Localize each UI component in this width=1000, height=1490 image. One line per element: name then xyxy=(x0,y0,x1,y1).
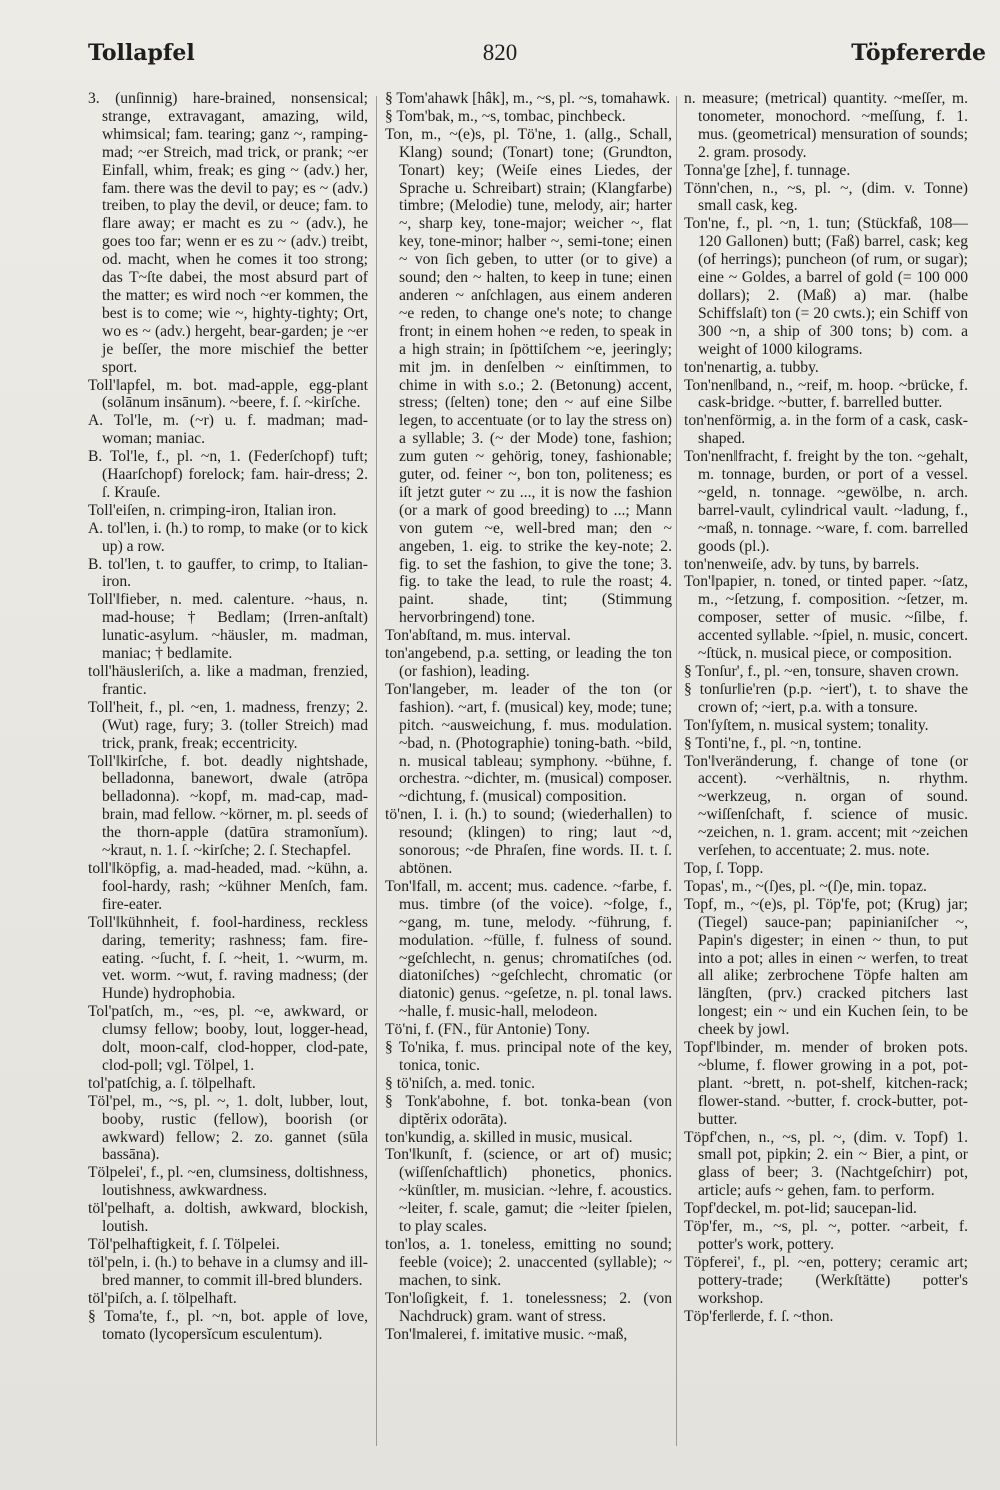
dictionary-entry: Toll'‖kirſche, f. bot. deadly nightshade, belladonna, banewort, dwale (atrōpa belladonna). ~kopf, m. mad-cap, mad-brain, mad fellow. ~körner, m. pl. seeds of the thorn-apple (datūra stramonĭum). ~kraut, n. 1. ſ. ~kirſche; 2. ſ. Stechapfel. xyxy=(88,752,368,860)
dictionary-entry: Ton'ſyſtem, n. musical system; tonality. xyxy=(684,716,929,734)
dictionary-entry: § Tonſur', f., pl. ~en, tonsure, shaven crown. xyxy=(684,663,959,680)
dictionary-entry: Ton'nen‖fracht, f. freight by the ton. ~gehalt, m. tonnage, burden, or port of a vessel. ~geld, n. tonnage. ~gewölbe, n. arch. barrel-vault, cylindrical vault. ~ladung, f., ~maß, n. tonnage. ~ware, f. com. barrelled goods (pl.). xyxy=(684,448,968,555)
dictionary-entry: Ton'‖kunſt, f. (science, or art of) music; (wiſſenſchaftlich) phonetics, phonics. ~künſtler, m. musician. ~lehre, f. acoustics. ~leiter, f. scale, gamut; die ~leiter ſpielen, to play scales. xyxy=(385,1146,672,1236)
dictionary-entry: Topf'deckel, m. pot-lid; saucepan-lid. xyxy=(684,1200,917,1218)
dictionary-entry: § Tom'ahawk [hâk], m., ~s, pl. ~s, tomahawk. xyxy=(385,90,671,107)
dictionary-entry: Ton'‖fall, m. accent; mus. cadence. ~farbe, f. mus. timbre (of the voice). ~folge, f., ~gang, m. tune, melody. ~führung, f. modulation. ~fülle, f. fulness of sound. ~geſchlecht, n. genus; chromatiſches (od. diatoniſches) ~geſchlecht, chromatic (or diatonic) genus. ~geſetze, n. pl. tonal laws. ~halle, f. music-hall, melodeon. xyxy=(385,877,672,1021)
dictionary-entry: Tol'patſch, m., ~es, pl. ~e, awkward, or clumsy fellow; booby, lout, logger-head, dolt, moon-calf, clod-hopper, clod-pate, clod-poll; vgl. Tölpel, 1. xyxy=(88,1003,368,1074)
dictionary-entry: ton'nenförmig, a. in the form of a cask, cask-shaped. xyxy=(684,412,968,448)
dictionary-entry: Toll'eiſen, n. crimping-iron, Italian iron. xyxy=(88,501,337,519)
column-left xyxy=(88,90,368,1480)
dictionary-entry: Topf'‖binder, m. mender of broken pots. ~blume, f. flower growing in a pot, pot-plant. ~brett, n. pot-shelf, kitchen-rack; flower-stand. ~butter, f. crock-butter, pot-butter. xyxy=(684,1039,968,1128)
dictionary-entry: Toll'‖apfel, m. bot. mad-apple, egg-plant (solānum insānum). ~beere, f. ſ. ~kirſche. xyxy=(88,376,368,412)
dictionary-entry: Töp'fer, m., ~s, pl. ~, potter. ~arbeit, f. potter's work, pottery. xyxy=(684,1218,968,1253)
dictionary-entry: Ton'‖papier, n. toned, or tinted paper. ~ſatz, m., ~ſetzung, f. composition. ~ſetzer, m. composer, setter of music. ~ſilbe, f. accented syllable. ~ſpiel, n. music, concert. ~ſtück, n. musical piece, or composition. xyxy=(684,573,968,663)
dictionary-entry: Tölpelei', f., pl. ~en, clumsiness, doltishness, loutishness, awkwardness. xyxy=(88,1164,368,1200)
column-divider xyxy=(376,96,377,1446)
dictionary-entry: n. measure; (metrical) quantity. ~meſſer, m. tonometer, monochord. ~meſſung, f. 1. mus. (geometrical) mensuration of sounds; 2. gram. prosody. xyxy=(684,90,968,161)
dictionary-entry: Töpf'chen, n., ~s, pl. ~, (dim. v. Topf) 1. small pot, pipkin; 2. ein ~ Bier, a pint, or glass of beer; 3. (Nachtgeſchirr) pot, article; aufs ~ gehen, fam. to perform. xyxy=(684,1128,968,1200)
dictionary-entry: Tönn'chen, n., ~s, pl. ~, (dim. v. Tonne) small cask, keg. xyxy=(684,179,968,215)
column-right xyxy=(684,90,968,1480)
dictionary-entry: Topas', m., ~(ſ)es, pl. ~(ſ)e, min. topaz. xyxy=(684,877,927,895)
dictionary-entry: Töl'pel, m., ~s, pl. ~, 1. dolt, lubber, lout, booby, rustic (fellow), boorish (or awkward) fellow; 2. zo. gannet (sūla bassāna). xyxy=(88,1092,368,1164)
dictionary-entry: B. tol'len, t. to gauffer, to crimp, to Italian-iron. xyxy=(88,555,368,591)
dictionary-entry: Töp'fer‖erde, f. ſ. ~thon. xyxy=(684,1307,834,1325)
left-running-head: Tollapfel xyxy=(88,40,195,66)
dictionary-entry: ton'nenweiſe, adv. by tuns, by barrels. xyxy=(684,555,920,573)
dictionary-entry: B. Tol'le, f., pl. ~n, 1. (Federſchopf) tuft; (Haarſchopf) forelock; fam. hair-dress; 2. ſ. Krauſe. xyxy=(88,448,368,501)
dictionary-entry: töl'pelhaft, a. doltish, awkward, blockish, loutish. xyxy=(88,1200,368,1236)
dictionary-entry: töl'peln, i. (h.) to behave in a clumsy and ill-bred manner, to commit ill-bred blunders. xyxy=(88,1253,368,1289)
dictionary-entry: Tonna'ge [zhe], f. tunnage. xyxy=(684,161,851,179)
dictionary-entry: Tö'ni, f. (FN., für Antonie) Tony. xyxy=(385,1021,590,1039)
dictionary-entry: Töpferei', f., pl. ~en, pottery; ceramic art; pottery-trade; (Werkſtätte) potter's workshop. xyxy=(684,1253,968,1307)
dictionary-entry: § Tonti'ne, f., pl. ~n, tontine. xyxy=(684,734,862,752)
dictionary-entry: § Toma'te, f., pl. ~n, bot. apple of love, tomato (lycopersĭcum esculentum). xyxy=(88,1307,368,1343)
dictionary-entry: § Tonk'abohne, f. bot. tonka-bean (von diptĕrix odorāta). xyxy=(385,1092,672,1128)
dictionary-entry: töl'piſch, a. ſ. tölpelhaft. xyxy=(88,1289,237,1307)
dictionary-entry: Ton, m., ~(e)s, pl. Tö'ne, 1. (allg., Schall, Klang) sound; (Tonart) tone; (Grundton, Tonart) key; (Weiſe eines Liedes, der Sprache u. Schreibart) strain; (Klangfarbe) timbre; (Melodie) tune, melody, air; harter ~, sharp key, tone-major; weicher ~, flat key, tone-minor; halber ~, semi-tone; einen ~ von ſich geben, to utter (or to give) a sound; den ~ halten, to keep in tune; einen anderen ~ anſchlagen, aus einem anderen ~e reden, to change one's note; to change front; in einem hohen ~e reden, to speak in a high strain; in ſpöttiſchem ~e, jeeringly; mit jm. in denſelben ~ einſtimmen, to chime in with s.o.; 2. (Betonung) accent, stress; (ſelten) tone; den ~ auf eine Silbe legen, to accentuate (or to lay the stress on) a syllable; 3. (~ der Mode) tone, fashion; zum guten ~ gehörig, toney, fashionable; guter, od. feiner ~, bon ton, politeness; es iſt jetzt guter ~ zu ..., it is now the fashion (or a mark of good breeding) to ...; Mann von gutem ~e, well-bred man; den ~ angeben, 1. eig. to strike the key-note; 2. fig. to set the fashion, to give the tone; 3. fig. to take the lead, to rule the roast; 4. paint. shade, tint; (Stimmung hervorbringend) tone. xyxy=(385,125,672,627)
dictionary-entry: § tonſur‖ie'ren (p.p. ~iert'), t. to shave the crown of; ~iert, p.a. with a tonsure. xyxy=(684,680,968,716)
dictionary-entry: Toll'heit, f., pl. ~en, 1. madness, frenzy; 2. (Wut) rage, fury; 3. (toller Streich) mad trick, prank, freak; eccentricity. xyxy=(88,698,368,752)
dictionary-entry: Toll'‖fieber, n. med. calenture. ~haus, n. mad-house; † Bedlam; (Irren-anſtalt) lunatic-asylum. ~häusler, m. madman, maniac; † bedlamite. xyxy=(88,591,368,663)
dictionary-entry: A. tol'len, i. (h.) to romp, to make (or to kick up) a row. xyxy=(88,519,368,555)
dictionary-entry: Ton'ne, f., pl. ~n, 1. tun; (Stückfaß, 108—120 Gallonen) butt; (Faß) barrel, cask; keg (of herrings); puncheon (of rum, or sugar); eine ~ Goldes, a barrel of gold (= 100 000 dollars); 2. (Maß) a) mar. (halbe Schiffslaſt) ton (= 20 cwts.); ein Schiff von 300 ~n, a ship of 300 tons; b) com. a weight of 1000 kilograms. xyxy=(684,215,968,358)
dictionary-entry: Ton'loſigkeit, f. 1. tonelessness; 2. (von Nachdruck) gram. want of stress. xyxy=(385,1289,672,1325)
dictionary-entry: A. Tol'le, m. (~r) u. f. madman; mad-woman; maniac. xyxy=(88,412,368,448)
dictionary-entry: Top, ſ. Topp. xyxy=(684,859,764,877)
dictionary-entry: Ton'‖veränderung, f. change of tone (or accent). ~verhältnis, n. rhythm. ~werkzeug, n. organ of sound. ~wiſſenſchaft, f. science of music. ~zeichen, n. 1. gram. accent; mit ~zeichen verſehen, to accentuate; 2. mus. note. xyxy=(684,752,968,860)
dictionary-entry: tö'nen, I. i. (h.) to sound; (wiederhallen) to resound; (klingen) to ring; laut ~d, sonorous; ~de Phraſen, fine words. II. t. ſ. abtönen. xyxy=(385,806,672,877)
dictionary-entry: Toll'‖kühnheit, f. fool-hardiness, reckless daring, temerity; rashness; fam. fire-eating. ~ſucht, f. ſ. ~heit, 1. ~wurm, m. vet. worm. ~wut, f. raving madness; (der Hunde) hydrophobia. xyxy=(88,913,368,1003)
page-number: 820 xyxy=(482,40,518,65)
dictionary-entry: 3. (unſinnig) hare-brained, nonsensical; strange, extravagant, amazing, wild, whimsical; fam. tearing; ganz ~, ramping-mad; ~er Streich, mad trick, or prank; ~er Einfall, whim, freak; es ging ~ (adv.) her, fam. there was the devil to pay; es ~ (adv.) treiben, to play the devil, or deuce; fam. to flare away; er macht es zu ~ (adv.), he goes too far; wenn er es zu ~ (adv.) treibt, od. macht, when he comes it too strong; das T~ſte dabei, the most absurd part of the matter; es wird noch ~er kommen, the best is to come; wie ~, highty-tighty; Ort, wo es ~ (adv.) hergeht, bear-garden; je ~er je beſſer, the more mischief the better sport. xyxy=(88,90,368,376)
dictionary-entry: ton'los, a. 1. toneless, emitting no sound; feeble (voice); 2. unaccented (syllable); ~ machen, to sink. xyxy=(385,1236,672,1289)
dictionary-entry: § tö'niſch, a. med. tonic. xyxy=(385,1074,536,1092)
dictionary-entry: tol'patſchig, a. ſ. tölpelhaft. xyxy=(88,1074,256,1092)
column-middle xyxy=(385,90,672,1480)
dictionary-entry: § Tom'bak, m., ~s, tombac, pinchbeck. xyxy=(385,107,626,125)
dictionary-entry: toll'‖köpfig, a. mad-headed, mad. ~kühn, a. fool-hardy, rash; ~kühner Menſch, fam. fire-eater. xyxy=(88,859,368,913)
dictionary-entry: ton'kundig, a. skilled in music, musical. xyxy=(385,1128,633,1146)
dictionary-entry: § To'nika, f. mus. principal note of the key, tonica, tonic. xyxy=(385,1039,672,1074)
dictionary-entry: ton'nenartig, a. tubby. xyxy=(684,358,819,376)
page-header xyxy=(0,36,1000,76)
column-divider xyxy=(676,96,677,1446)
right-running-head: Töpfererde xyxy=(851,40,986,66)
dictionary-entry: Ton'‖malerei, f. imitative music. ~maß, xyxy=(385,1325,628,1343)
dictionary-entry: ton'angebend, p.a. setting, or leading the ton (or fashion), leading. xyxy=(385,645,672,680)
dictionary-entry: Ton'abſtand, m. mus. interval. xyxy=(385,627,571,645)
dictionary-entry: toll'häusleriſch, a. like a madman, frenzied, frantic. xyxy=(88,663,368,698)
dictionary-entry: Topf, m., ~(e)s, pl. Töp'fe, pot; (Krug) jar; (Tiegel) sauce-pan; papinianiſcher ~, Papin's digester; in einen ~ thun, to put into a pot; alles in einen ~ werfen, to treat all alike; zerbrochene Töpfe halten am längſten, (prv.) cracked pitchers last longest; ein ~ und ein Kuchen ſein, to be cheek by jowl. xyxy=(684,895,968,1039)
dictionary-entry: Ton'‖angeber, m. leader of the ton (or fashion). ~art, f. (musical) key, mode; tune; pitch. ~ausweichung, f. mus. modulation. ~bad, n. (Photographie) toning-bath. ~bild, n. musical tableau; symphony. ~bühne, f. orchestra. ~dichter, m. (musical) composer. ~dichtung, f. (musical) composition. xyxy=(385,680,672,806)
dictionary-entry: Töl'pelhaftigkeit, f. ſ. Tölpelei. xyxy=(88,1236,280,1253)
dictionary-entry: Ton'nen‖band, n., ~reif, m. hoop. ~brücke, f. cask-bridge. ~butter, f. barrelled butter. xyxy=(684,376,968,412)
